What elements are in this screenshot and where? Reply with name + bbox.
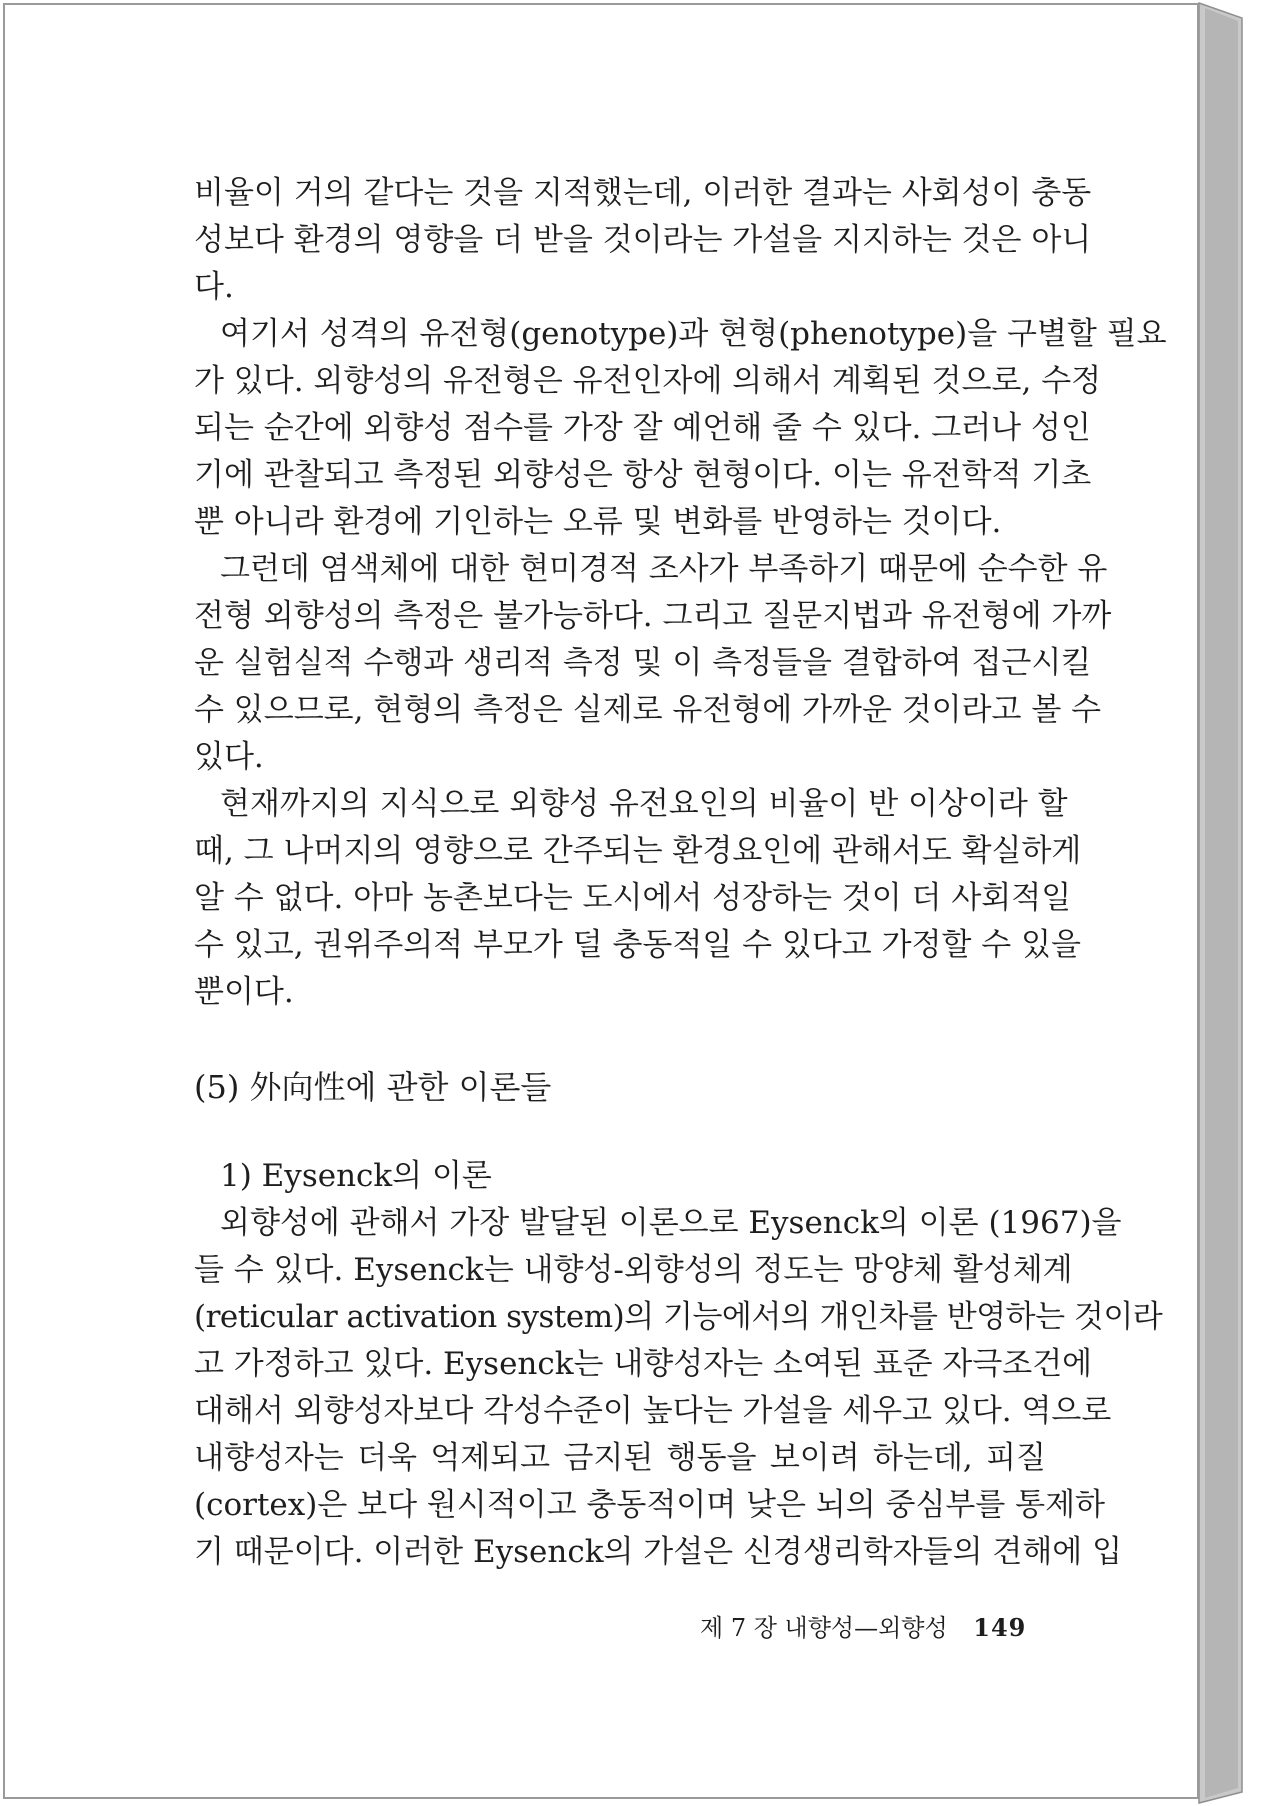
text-line: 수 있으므로, 현형의 측정은 실제로 유전형에 가까운 것이라고 볼 수 — [194, 692, 1102, 728]
text-line: 운 실험실적 수행과 생리적 측정 및 이 측정들을 결합하여 접근시킬 — [194, 645, 1092, 681]
text-line: 뿐 아니라 환경에 기인하는 오류 및 변화를 반영하는 것이다. — [194, 504, 1002, 540]
text-line: 들 수 있다. Eysenck는 내향성-외향성의 정도는 망양체 활성체계 — [194, 1252, 1073, 1288]
text-line: 뿐이다. — [194, 974, 294, 1010]
text-line: 가 있다. 외향성의 유전형은 유전인자에 의해서 계획된 것으로, 수정 — [194, 363, 1102, 399]
paragraph — [194, 1200, 1163, 1576]
paragraph — [194, 546, 1112, 781]
paragraph — [194, 781, 1082, 1016]
text-line: 기 때문이다. 이러한 Eysenck의 가설은 신경생리학자들의 견해에 입 — [194, 1534, 1123, 1570]
page-footer — [700, 1608, 1027, 1643]
text-line: 내향성자는 더욱 억제되고 금지된 행동을 보이려 하는데, 피질 — [194, 1440, 1046, 1476]
paragraph — [194, 311, 1167, 546]
text-line: 전형 외향성의 측정은 불가능하다. 그리고 질문지법과 유전형에 가까 — [194, 598, 1112, 634]
paragraph — [194, 170, 1092, 311]
page-body — [194, 170, 1167, 1576]
spacer — [194, 1111, 1046, 1153]
text-line: 수 있고, 권위주의적 부모가 덜 충동적일 수 있다고 가정할 수 있을 — [194, 927, 1081, 963]
text-line: 때, 그 나머지의 영향으로 간주되는 환경요인에 관해서도 확실하게 — [194, 833, 1082, 869]
text-line: 대해서 외향성자보다 각성수준이 높다는 가설을 세우고 있다. 역으로 — [194, 1393, 1112, 1429]
text-line: 그런데 염색체에 대한 현미경적 조사가 부족하기 때문에 순수한 유 — [220, 551, 1108, 587]
text-line: (cortex)은 보다 원시적이고 충동적이며 낮은 뇌의 중심부를 통제하 — [194, 1487, 1105, 1523]
spacer — [194, 1016, 1046, 1064]
text-line: 다. — [194, 269, 234, 305]
text-line: 기에 관찰되고 측정된 외향성은 항상 현형이다. 이는 유전학적 기초 — [194, 457, 1092, 493]
subsection-heading: 1) Eysenck의 이론 — [220, 1158, 492, 1194]
text-line: 여기서 성격의 유전형(genotype)과 현형(phenotype)을 구별할 필요 — [220, 316, 1167, 352]
running-footer-chapter: 제 7 장 내향성—외향성 — [700, 1614, 948, 1642]
text-line: 현재까지의 지식으로 외향성 유전요인의 비율이 반 이상이라 할 — [220, 786, 1068, 822]
text-line: 고 가정하고 있다. Eysenck는 내향성자는 소여된 표준 자극조건에 — [194, 1346, 1093, 1382]
text-line: (reticular activation system)의 기능에서의 개인차를 반영하는 것이라 — [194, 1299, 1163, 1335]
text-line: 성보다 환경의 영향을 더 받을 것이라는 가설을 지지하는 것은 아니 — [194, 222, 1092, 258]
text-line: 있다. — [194, 739, 264, 775]
text-line: 비율이 거의 같다는 것을 지적했는데, 이러한 결과는 사회성이 충동 — [194, 175, 1092, 211]
text-line: 외향성에 관해서 가장 발달된 이론으로 Eysenck의 이론 (1967)을 — [220, 1205, 1122, 1241]
section-heading: (5) 外向性에 관한 이론들 — [194, 1068, 552, 1106]
text-line: 되는 순간에 외향성 점수를 가장 잘 예언해 줄 수 있다. 그러나 성인 — [194, 410, 1091, 446]
page-number: 149 — [973, 1613, 1027, 1642]
text-line: 알 수 없다. 아마 농촌보다는 도시에서 성장하는 것이 더 사회적일 — [194, 880, 1072, 916]
